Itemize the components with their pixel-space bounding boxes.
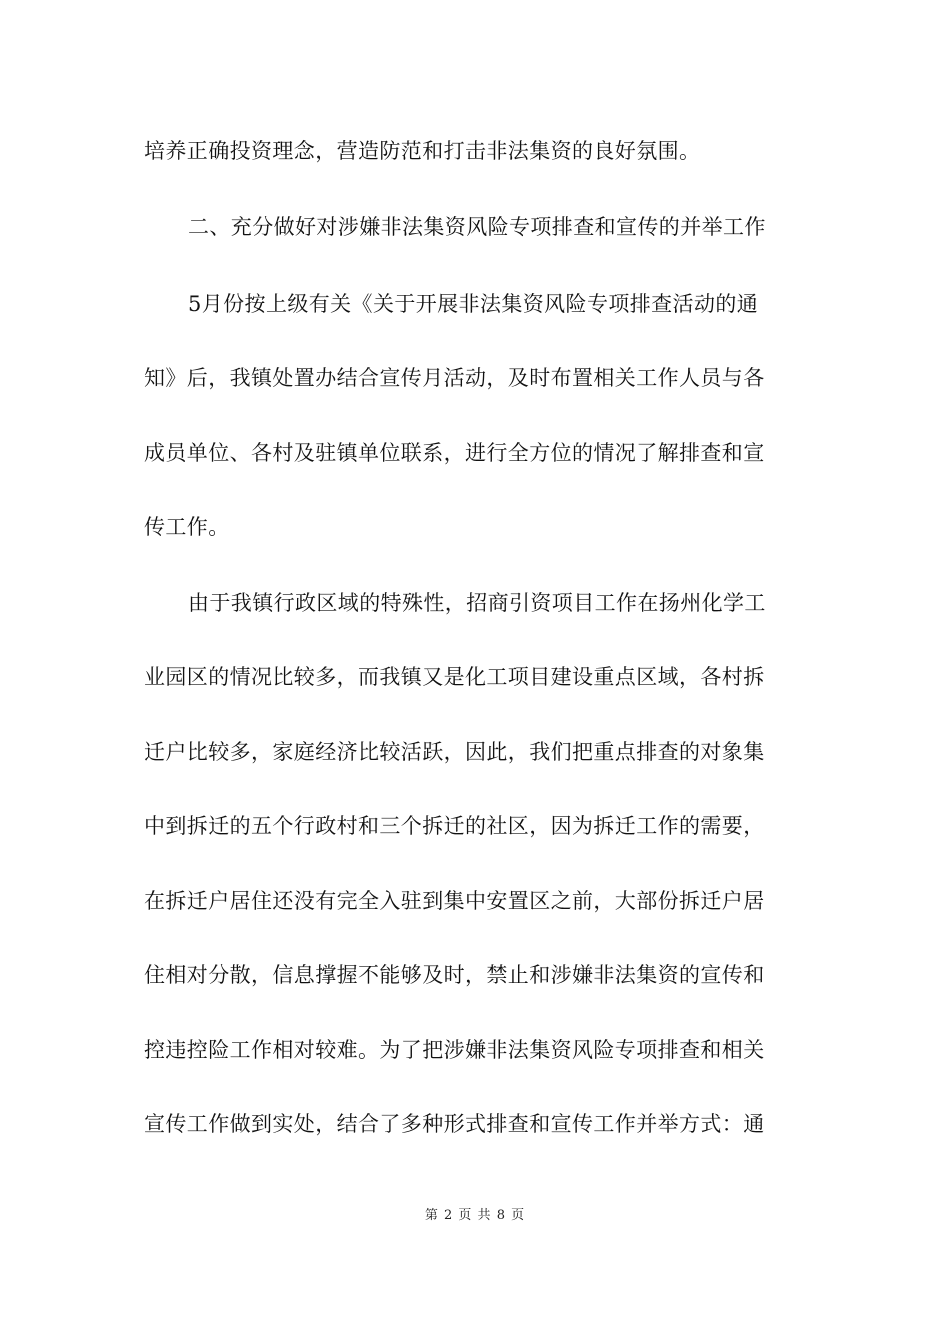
text-line-8: 业园区的情况比较多，而我镇又是化工项目建设重点区域，各村拆 [144, 665, 765, 689]
text-line-10: 中到拆迁的五个行政村和三个拆迁的社区，因为拆迁工作的需要， [144, 814, 765, 838]
text-line-1: 培养正确投资理念，营造防范和打击非法集资的良好氛围。 [144, 139, 701, 163]
text-line-9: 迁户比较多，家庭经济比较活跃，因此，我们把重点排查的对象集 [144, 740, 765, 764]
text-line-12: 住相对分散，信息撑握不能够及时，禁止和涉嫌非法集资的宣传和 [144, 963, 765, 987]
text-line-4: 知》后，我镇处置办结合宣传月活动，及时布置相关工作人员与各 [144, 366, 765, 390]
text-line-5: 成员单位、各村及驻镇单位联系，进行全方位的情况了解排查和宣 [144, 441, 765, 465]
text-line-3: 5月份按上级有关《关于开展非法集资风险专项排查活动的通 [188, 292, 759, 316]
text-line-13: 控违控险工作相对较难。为了把涉嫌非法集资风险专项排查和相关 [144, 1038, 765, 1062]
text-line-7: 由于我镇行政区域的特殊性，招商引资项目工作在扬州化学工 [188, 591, 766, 615]
text-line-6: 传工作。 [144, 515, 230, 539]
section-heading: 二、充分做好对涉嫌非法集资风险专项排查和宣传的并举工作 [188, 215, 766, 239]
text-line-11: 在拆迁户居住还没有完全入驻到集中安置区之前，大部份拆迁户居 [144, 889, 765, 913]
text-line-14: 宣传工作做到实处，结合了多种形式排查和宣传工作并举方式：通 [144, 1112, 765, 1136]
page-number-footer: 第 2 页 共 8 页 [424, 1208, 526, 1223]
